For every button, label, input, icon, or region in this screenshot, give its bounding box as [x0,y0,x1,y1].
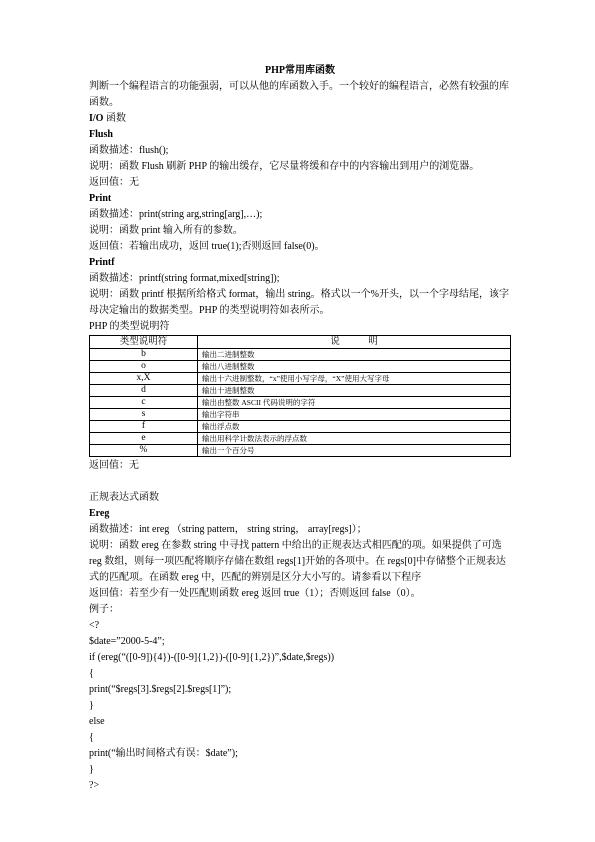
code-line: else [89,716,105,727]
table-cell-spec: b [90,349,198,361]
table-header-desc: 说 明 [198,336,511,349]
print-return: 返回值：若输出成功，返回 true(1);否则返回 false(0)。 [89,241,325,252]
flush-desc: 函数描述：flush(); [89,145,169,156]
document-title: PHP常用库函数 [265,65,335,76]
document-page [89,63,511,794]
table-row [90,361,511,373]
ereg-heading: Ereg [89,508,110,519]
table-cell-spec: s [90,409,198,421]
table-header-spec: 类型说明符 [90,336,198,349]
ereg-note: 说明：函数 ereg 在参数 string 中寻找 pattern 中给出的正规表达式相匹配的项。如果提供了可选 reg 数组，则每一项匹配将顺序存储在数组 regs[1]开始的各项中。在 regs[0]中存储整个正规表达式的匹配项。在函数 ereg 中，匹配的辨别是区分大小写的。请参看以下程序 [89,540,506,583]
type-spec-table [89,335,511,457]
example-label: 例子： [89,604,119,615]
code-line: <? [89,620,100,631]
flush-return: 返回值：无 [89,177,139,188]
table-row [90,385,511,397]
table-row [90,349,511,361]
code-line: ?> [89,780,100,791]
ereg-desc: 函数描述：int ereg （string pattern， string string， array[regs]）； [89,524,367,535]
printf-return: 返回值：无 [89,460,139,471]
table-cell-spec: d [90,385,198,397]
flush-heading: Flush [89,129,113,140]
printf-note: 说明：函数 printf 根据所给格式 format，输出 string。格式以一个%开头，以一个字母结尾，该字母决定输出的数据类型。PHP 的类型说明符如表所示。 [89,289,509,316]
table-cell-spec: x,X [90,373,198,385]
print-note: 说明：函数 print 输入所有的参数。 [89,225,243,236]
printf-desc: 函数描述：printf(string format,mixed[string]); [89,273,280,284]
table-cell-desc: 输出一个百分号 [198,445,511,457]
code-line: { [89,668,94,679]
table-cell-desc: 输出十进制整数 [198,385,511,397]
table-cell-spec: c [90,397,198,409]
io-heading-rest: 函数 [103,113,126,124]
table-row [90,445,511,457]
intro-paragraph: 判断一个编程语言的功能强弱，可以从他的库函数入手。一个较好的编程语言，必然有较强的库函数。 [89,81,509,108]
table-cell-desc: 输出十六进制整数，“x”使用小写字母，“X”使用大写字母 [198,373,511,385]
code-block [89,618,511,794]
code-line: $date=”2000-5-4”; [89,636,165,647]
code-line: } [89,700,94,711]
table-cell-desc: 输出字符串 [198,409,511,421]
table-row [90,433,511,445]
table-row [90,421,511,433]
code-line: { [89,732,94,743]
table-header-row [90,336,511,349]
regex-heading: 正规表达式函数 [89,492,159,503]
table-caption: PHP 的类型说明符 [89,321,170,332]
blank-line [89,474,511,490]
print-heading: Print [89,193,112,204]
table-cell-spec: o [90,361,198,373]
table-cell-desc: 输出用科学计数法表示的浮点数 [198,433,511,445]
table-cell-spec: e [90,433,198,445]
table-row [90,373,511,385]
table-row [90,409,511,421]
code-line: print(“$regs[3].$regs[2].$regs[1]”); [89,684,232,695]
table-cell-desc: 输出由整数 ASCII 代码说明的字符 [198,397,511,409]
flush-note: 说明：函数 Flush 刷新 PHP 的输出缓存，它尽量将缓和存中的内容输出到用户的浏览器。 [89,161,480,172]
table-cell-spec: % [90,445,198,457]
table-cell-desc: 输出二进制整数 [198,349,511,361]
code-line: print(“输出时间格式有误：$date”); [89,748,238,759]
io-heading-bold: I/O [89,113,104,124]
printf-heading: Printf [89,257,115,268]
ereg-return: 返回值：若至少有一处匹配则函数 ereg 返回 true（1）；否则返回 false（0）。 [89,588,421,599]
code-line: } [89,764,94,775]
table-cell-desc: 输出浮点数 [198,421,511,433]
type-spec-table-wrapper [89,335,511,457]
print-desc: 函数描述：print(string arg,string[arg],…); [89,209,263,220]
table-cell-spec: f [90,421,198,433]
table-row [90,397,511,409]
io-heading [89,111,511,127]
code-line: if (ereg(“([0-9]){4})-([0-9]{1,2})-([0-9]{1,2})”,$date,$regs)) [89,652,335,663]
table-cell-desc: 输出八进制整数 [198,361,511,373]
